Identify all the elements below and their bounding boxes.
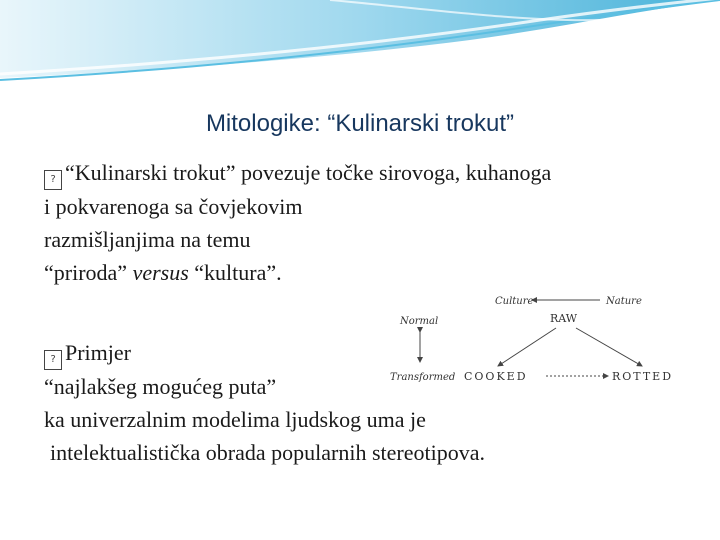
slide-title: Mitologike: “Kulinarski trokut” [205,110,515,137]
paragraph-line-1: ? Primjer [44,336,704,370]
paragraph-line-2: “najlakšeg mogućeg puta” [44,374,277,399]
header-wave-decoration [0,0,720,90]
versus-italic: versus [132,260,189,285]
nature-label: Nature [606,296,642,307]
bullet-icon: ? [44,170,62,190]
raw-rotted-arrow [576,328,642,366]
paragraph-line-3: razmišljanjima na temu [44,227,251,252]
paragraph-line-4: “priroda” versus “kultura”. [44,260,282,285]
culture-label: Culture [495,296,534,307]
paragraph-line-4: intelektualistička obrada popularnih stereotipova. [50,440,485,465]
raw-cooked-arrow [498,328,556,366]
paragraph-line-3: ka univerzalnim modelima ljudskog uma je [44,407,426,432]
raw-label: RAW [550,312,578,325]
normal-label: Normal [400,316,439,327]
paragraph-line-1: ? “Kulinarski trokut” povezuje točke sirovoga, kuhanoga [44,156,694,190]
bullet-icon: ? [44,350,62,370]
paragraph-culinary-triangle [44,156,694,289]
culinary-triangle-diagram [380,284,705,404]
paragraph-line-2: i pokvarenoga sa čovjekovim [44,194,303,219]
rotted-label: ROTTED [612,370,674,383]
cooked-label: COOKED [464,370,528,383]
transformed-label: Transformed [390,372,456,383]
